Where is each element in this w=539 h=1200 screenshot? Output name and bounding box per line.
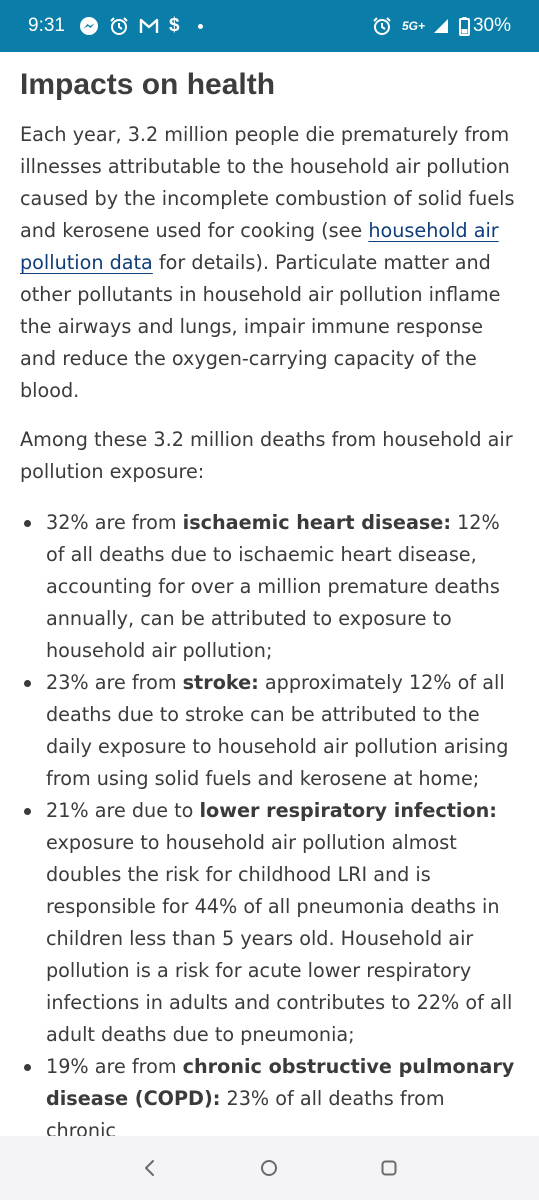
- recents-button[interactable]: [369, 1148, 409, 1188]
- alarm-icon: [109, 16, 129, 36]
- gmail-icon: [139, 17, 159, 35]
- messenger-icon: [79, 16, 99, 36]
- list-item-prefix: 19% are from: [46, 1055, 183, 1078]
- household-air-pollution-data-link[interactable]: household air pollution data: [20, 219, 499, 274]
- deaths-intro-paragraph: Among these 3.2 million deaths from household air pollution exposure:: [20, 428, 513, 483]
- network-type-label: 5G+: [401, 19, 425, 33]
- status-time: 9:31: [28, 15, 65, 36]
- list-item-prefix: 21% are due to: [46, 799, 200, 822]
- battery-percentage: 30%: [472, 15, 511, 36]
- list-item-bold: chronic obstructive pulmonary disease (COPD):: [46, 1055, 515, 1110]
- list-item-prefix: 23% are from: [46, 671, 183, 694]
- intro-paragraph: [20, 119, 520, 407]
- back-button[interactable]: [130, 1148, 170, 1188]
- list-item-text: approximately 12% of all deaths due to stroke can be attributed to the daily exposure to household air pollution arising from using solid fuels and kerosene at home;: [46, 671, 509, 790]
- signal-icon: [433, 18, 449, 34]
- list-item: [20, 667, 520, 795]
- home-button[interactable]: [249, 1148, 289, 1188]
- section-heading: Impacts on health: [20, 68, 276, 101]
- status-bar: [0, 0, 539, 52]
- dollar-icon: $: [168, 15, 180, 36]
- article-content: [20, 52, 520, 1136]
- list-item-bold: ischaemic heart disease:: [182, 511, 451, 534]
- list-item-text: 23% of all deaths from chronic: [46, 1087, 445, 1136]
- list-item: [20, 507, 520, 667]
- list-item: [20, 1051, 520, 1136]
- dot-icon: [198, 24, 203, 29]
- intro-text-start: Each year, 3.2 million people die prematurely from illnesses attributable to the household air pollution caused by the incomplete combustion of solid fuels and kerosene used for cooking (see: [20, 123, 515, 242]
- battery-icon: [459, 17, 470, 36]
- home-icon: [259, 1158, 279, 1178]
- list-item: [20, 795, 520, 1051]
- list-item-text: exposure to household air pollution almost doubles the risk for childhood LRI and is responsible for 44% of all pneumonia deaths in children less than 5 years old. Household air pollution is a risk for acute lower respiratory infections in adults and contributes to 22% of all adult deaths due to pneumonia;: [46, 831, 513, 1046]
- list-item-prefix: 32% are from: [46, 511, 183, 534]
- system-navigation-bar: [0, 1136, 539, 1200]
- back-icon: [143, 1158, 157, 1178]
- list-item-text: 12% of all deaths due to ischaemic heart disease, accounting for over a million premature deaths annually, can be attributed to exposure to household air pollution;: [46, 511, 500, 662]
- list-item-bold: stroke:: [182, 671, 259, 694]
- intro-text-end: for details). Particulate matter and other pollutants in household air pollution inflame the airways and lungs, impair immune response and reduce the oxygen-carrying capacity of the blood.: [20, 251, 501, 402]
- status-bar-left: [28, 15, 203, 37]
- alarm-icon: [372, 16, 392, 36]
- list-item-bold: lower respiratory infection:: [199, 799, 497, 822]
- recents-icon: [380, 1159, 398, 1177]
- status-bar-right: [372, 15, 511, 37]
- deaths-breakdown-list: [20, 507, 520, 1136]
